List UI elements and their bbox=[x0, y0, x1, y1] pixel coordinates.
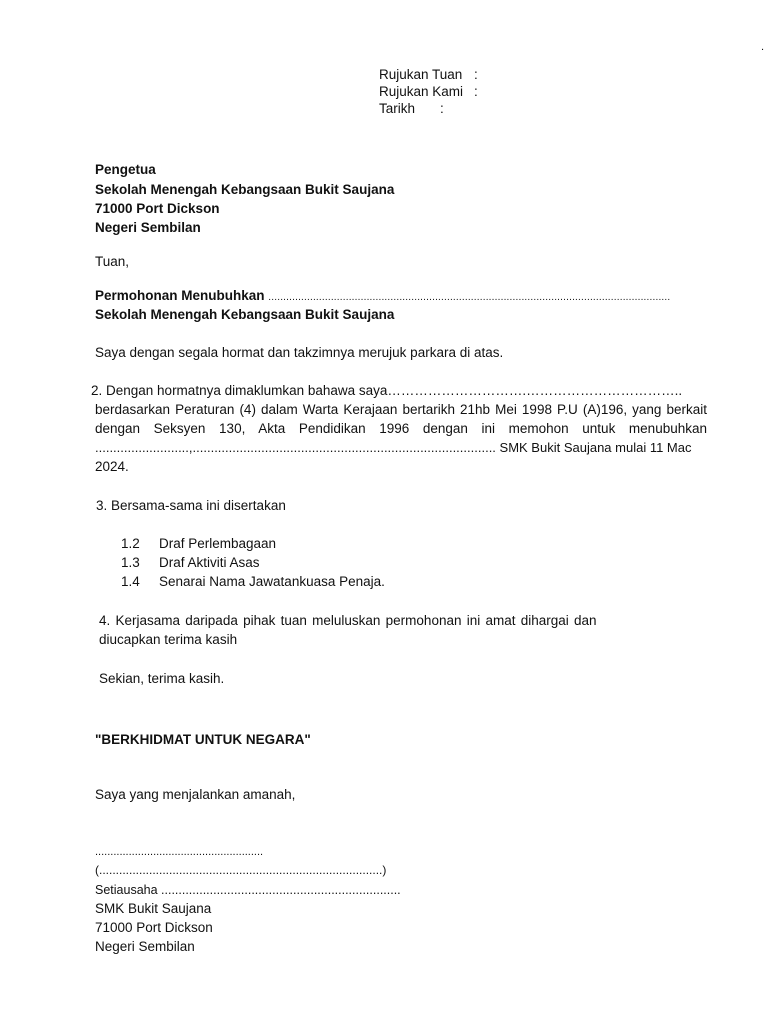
paragraph-2-line-1: 2. Dengan hormatnya dimaklumkan bahawa saya………………………….…………………………….. bbox=[91, 383, 683, 398]
tarikh-colon: : bbox=[440, 101, 444, 116]
attachment-item: Senarai Nama Jawatankuasa Penaja. bbox=[159, 574, 385, 589]
paragraph-1: Saya dengan segala hormat dan takzimnya merujuk parkara di atas. bbox=[95, 345, 504, 360]
attachment-number: 1.4 bbox=[121, 574, 140, 589]
paragraph-4-line-1: 4. Kerjasama daripada pihak tuan meluluskan permohonan ini amat dihargai dan bbox=[99, 613, 597, 628]
signature-school: SMK Bukit Saujana bbox=[95, 901, 212, 916]
attachment-number: 1.3 bbox=[121, 555, 140, 570]
subject-dots: ....................................................................................................................................... bbox=[268, 292, 671, 303]
signoff: Saya yang menjalankan amanah, bbox=[95, 787, 296, 802]
recipient-school: Sekolah Menengah Kebangsaan Bukit Saujana bbox=[95, 182, 395, 197]
paragraph-4-line-2: diucapkan terima kasih bbox=[99, 632, 238, 647]
rujukan-tuan-label: Rujukan Tuan bbox=[379, 67, 463, 82]
rujukan-tuan-colon: : bbox=[474, 67, 478, 82]
signature-line: ....................................................... bbox=[95, 846, 264, 858]
paragraph-2-line-3: dengan Seksyen 130, Akta Pendidikan 1996 dengan ini memohon untuk menubuhkan bbox=[95, 421, 707, 436]
attachment-number: 1.2 bbox=[121, 536, 140, 551]
signature-role: Setiausaha ..................................................................... bbox=[95, 883, 401, 897]
paragraph-2-line-4: ..........................,.................................................................................... SMK Bukit Saujana mulai 11 Mac bbox=[95, 440, 692, 455]
rujukan-kami-colon: : bbox=[474, 84, 478, 99]
signature-name-line: (.....................................................................................) bbox=[95, 863, 387, 877]
recipient-postcode: 71000 Port Dickson bbox=[95, 201, 220, 216]
signature-postcode: 71000 Port Dickson bbox=[95, 920, 213, 935]
tarikh-label: Tarikh bbox=[379, 101, 416, 116]
subject-title: Permohonan Menubuhkan bbox=[95, 288, 265, 303]
subject-school: Sekolah Menengah Kebangsaan Bukit Saujana bbox=[95, 307, 395, 322]
stray-mark: . bbox=[761, 41, 765, 53]
recipient-state: Negeri Sembilan bbox=[95, 220, 201, 235]
signature-state: Negeri Sembilan bbox=[95, 939, 195, 954]
attachment-item: Draf Aktiviti Asas bbox=[159, 555, 260, 570]
paragraph-2-line-5: 2024. bbox=[95, 459, 129, 474]
paragraph-2-line-2: berdasarkan Peraturan (4) dalam Warta Kerajaan bertarikh 21hb Mei 1998 P.U (A)196, yang berkait bbox=[95, 402, 707, 417]
recipient-title: Pengetua bbox=[95, 162, 156, 177]
rujukan-kami-label: Rujukan Kami bbox=[379, 84, 464, 99]
closing: Sekian, terima kasih. bbox=[99, 671, 225, 686]
salutation: Tuan, bbox=[95, 254, 130, 269]
attachment-item: Draf Perlembagaan bbox=[159, 536, 277, 551]
motto: "BERKHIDMAT UNTUK NEGARA" bbox=[95, 732, 311, 747]
paragraph-3: 3. Bersama-sama ini disertakan bbox=[96, 498, 286, 513]
